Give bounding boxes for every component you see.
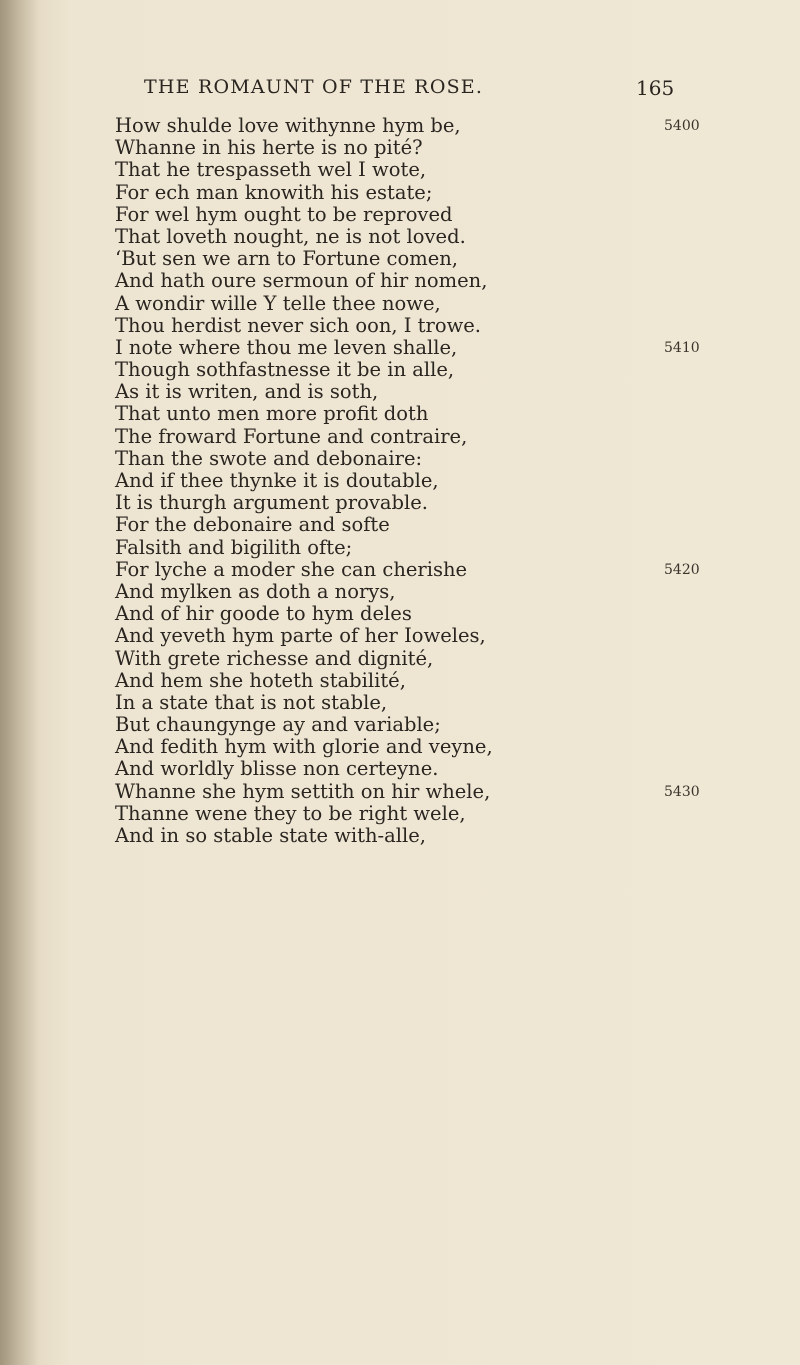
verse-line-text: Than the swote and debonaire: xyxy=(115,446,423,470)
verse-line xyxy=(115,603,705,625)
verse-line-text: And yeveth hym parte of her Ioweles, xyxy=(115,624,486,648)
verse-line xyxy=(115,781,705,803)
verse-line xyxy=(115,204,705,226)
verse-line xyxy=(115,270,705,292)
verse-line-text: Thanne wene they to be right wele, xyxy=(115,801,466,825)
verse-line xyxy=(115,803,705,825)
verse-line-text: Falsith and bigilith ofte; xyxy=(115,535,353,559)
verse-line xyxy=(115,537,705,559)
verse-block xyxy=(115,115,705,847)
verse-line xyxy=(115,714,705,736)
verse-line xyxy=(115,137,705,159)
verse-line-text: That unto men more profit doth xyxy=(115,402,429,426)
verse-line-text: How shulde love withynne hym be, xyxy=(115,114,461,137)
verse-line xyxy=(115,758,705,780)
verse-line xyxy=(115,648,705,670)
verse-line xyxy=(115,581,705,603)
line-number: 5400 xyxy=(664,118,700,134)
verse-line xyxy=(115,337,705,359)
verse-line xyxy=(115,248,705,270)
verse-line xyxy=(115,381,705,403)
verse-line-text: Though sothfastnesse it be in alle, xyxy=(115,358,455,382)
verse-line-text: And worldly blisse non certeyne. xyxy=(115,757,439,781)
verse-line-text: For ech man knowith his estate; xyxy=(115,180,433,204)
verse-line xyxy=(115,470,705,492)
verse-line-text: It is thurgh argument provable. xyxy=(115,491,428,515)
verse-line-text: Thou herdist never sich oon, I trowe. xyxy=(115,313,482,337)
verse-line xyxy=(115,403,705,425)
running-head xyxy=(144,76,684,106)
page-gutter-shadow xyxy=(0,0,38,1365)
verse-line xyxy=(115,115,705,137)
running-title: THE ROMAUNT OF THE ROSE. xyxy=(144,76,484,98)
verse-line xyxy=(115,559,705,581)
verse-line xyxy=(115,426,705,448)
verse-line-text: And if thee thynke it is doutable, xyxy=(115,469,439,492)
verse-line-text: A wondir wille Y telle thee nowe, xyxy=(115,291,441,315)
verse-line-text: For lyche a moder she can cherishe xyxy=(115,557,468,581)
page-number: 165 xyxy=(636,76,675,100)
verse-line xyxy=(115,448,705,470)
verse-line-text: For the debonaire and softe xyxy=(115,513,390,537)
verse-line-text: The froward Fortune and contraire, xyxy=(115,424,468,448)
verse-line-text: In a state that is not stable, xyxy=(115,690,388,714)
verse-line-text: Whanne she hym settith on hir whele, xyxy=(115,779,491,803)
verse-line xyxy=(115,315,705,337)
verse-line xyxy=(115,159,705,181)
verse-line xyxy=(115,514,705,536)
verse-line xyxy=(115,736,705,758)
line-number: 5410 xyxy=(664,339,700,356)
verse-line-text: And of hir goode to hym deles xyxy=(115,602,412,626)
verse-line xyxy=(115,825,705,847)
verse-line-text: But chaungynge ay and variable; xyxy=(115,713,441,737)
verse-line-text: With grete richesse and dignité, xyxy=(115,646,434,670)
verse-line-text: And hath oure sermoun of hir nomen, xyxy=(115,269,488,293)
verse-line-text: That loveth nought, ne is not loved. xyxy=(115,224,466,248)
line-number: 5430 xyxy=(664,783,700,800)
verse-line xyxy=(115,359,705,381)
verse-line xyxy=(115,670,705,692)
verse-line xyxy=(115,692,705,714)
verse-line xyxy=(115,182,705,204)
verse-line-text: ‘But sen we arn to Fortune comen, xyxy=(115,247,459,271)
verse-line xyxy=(115,492,705,514)
verse-line xyxy=(115,226,705,248)
verse-line-text: And in so stable state with-alle, xyxy=(115,824,426,847)
verse-line-text: As it is writen, and is soth, xyxy=(115,380,379,404)
verse-line-text: And mylken as doth a norys, xyxy=(115,579,396,603)
verse-line-text: And hem she hoteth stabilité, xyxy=(115,668,406,692)
verse-line xyxy=(115,293,705,315)
verse-line-text: Whanne in his herte is no pité? xyxy=(115,136,423,160)
line-number: 5420 xyxy=(664,561,700,578)
verse-line xyxy=(115,625,705,647)
verse-line-text: For wel hym ought to be reproved xyxy=(115,202,453,226)
verse-line-text: And fedith hym with glorie and veyne, xyxy=(115,735,493,759)
verse-line-text: That he trespasseth wel I wote, xyxy=(115,158,427,182)
verse-line-text: I note where thou me leven shalle, xyxy=(115,335,458,359)
